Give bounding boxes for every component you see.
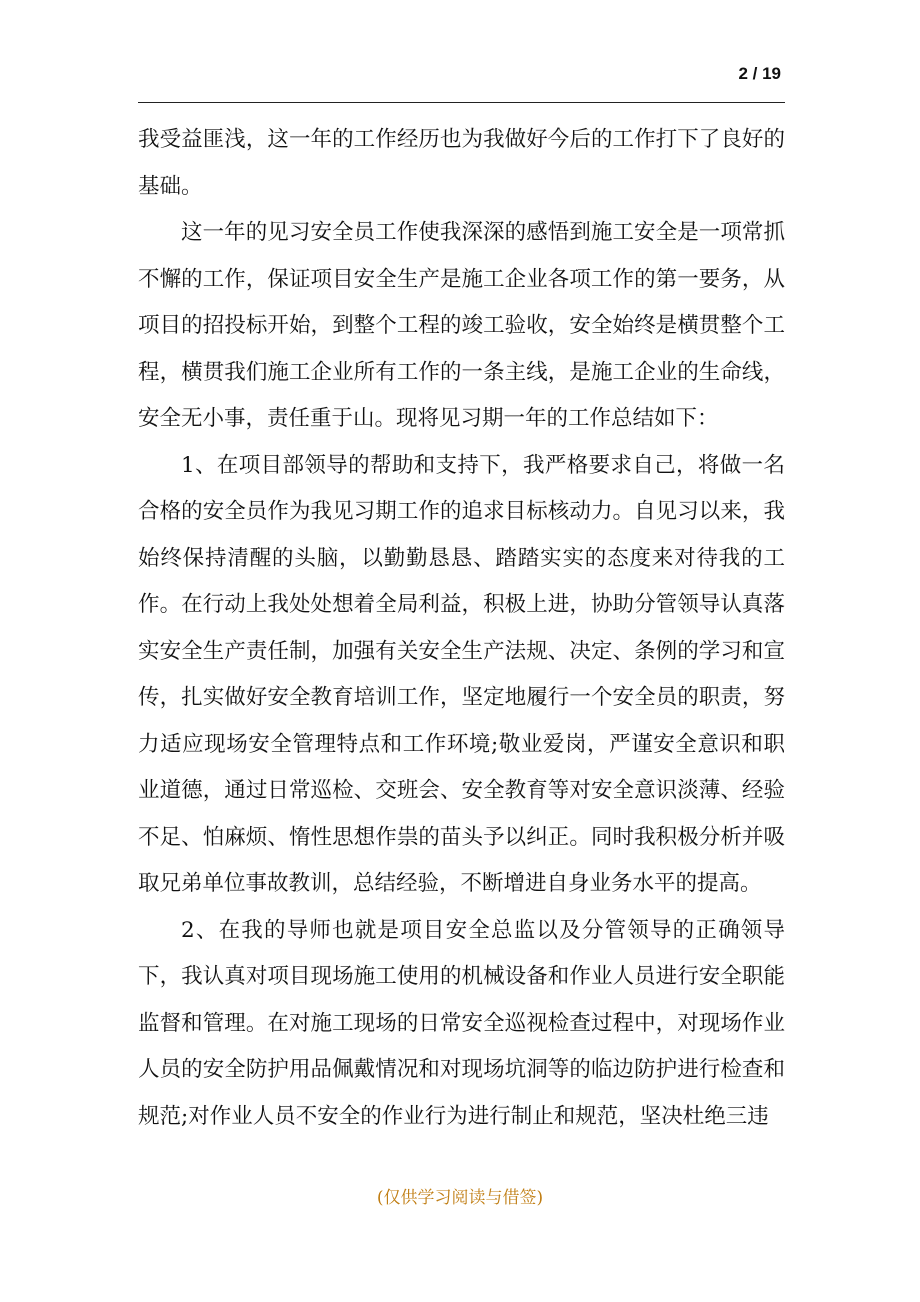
- paragraph-1: 我受益匪浅，这一年的工作经历也为我做好今后的工作打下了良好的基础。: [138, 127, 785, 199]
- paragraph-2: 这一年的见习安全员工作使我深深的感悟到施工安全是一项常抓不懈的工作，保证项目安全生产是施工企业各项工作的第一要务，从项目的招投标开始，到整个工程的竣工验收，安全始终是横贯整个工程，横贯我们施工企业所有工作的一条主线，是施工企业的生命线，安全无小事，责任重于山。现将见习期一年的工作总结如下：: [138, 220, 785, 431]
- footer-note: (仅供学习阅读与借签): [376, 1188, 544, 1208]
- paragraph-3: 1、在项目部领导的帮助和支持下，我严格要求自己，将做一名合格的安全员作为我见习期工作的追求目标核动力。自见习以来，我始终保持清醒的头脑，以勤勤恳恳、踏踏实实的态度来对待我的工作。在行动上我处处想着全局利益，积极上进，协助分管领导认真落实安全生产责任制，加强有关安全生产法规、决定、条例的学习和宣传，扎实做好安全教育培训工作，坚定地履行一个安全员的职责，努力适应现场安全管理特点和工作环境;敬业爱岗，严谨安全意识和职业道德，通过日常巡检、交班会、安全教育等对安全意识淡薄、经验不足、怕麻烦、惰性思想作祟的苗头予以纠正。同时我积极分析并吸取兄弟单位事故教训，总结经验，不断增进自身业务水平的提高。: [138, 452, 785, 896]
- paragraph-4: 2、在我的导师也就是项目安全总监以及分管领导的正确领导下，我认真对项目现场施工使用的机械设备和作业人员进行安全职能监督和管理。在对施工现场的日常安全巡视检查过程中，对现场作业人员的安全防护用品佩戴情况和对现场坑洞等的临边防护进行检查和规范;对作业人员不安全的作业行为进行制止和规范，坚决杜绝三违: [138, 917, 785, 1129]
- page-number: 2 / 19: [738, 64, 781, 83]
- header-divider: [138, 102, 785, 103]
- document-body: [138, 117, 785, 1140]
